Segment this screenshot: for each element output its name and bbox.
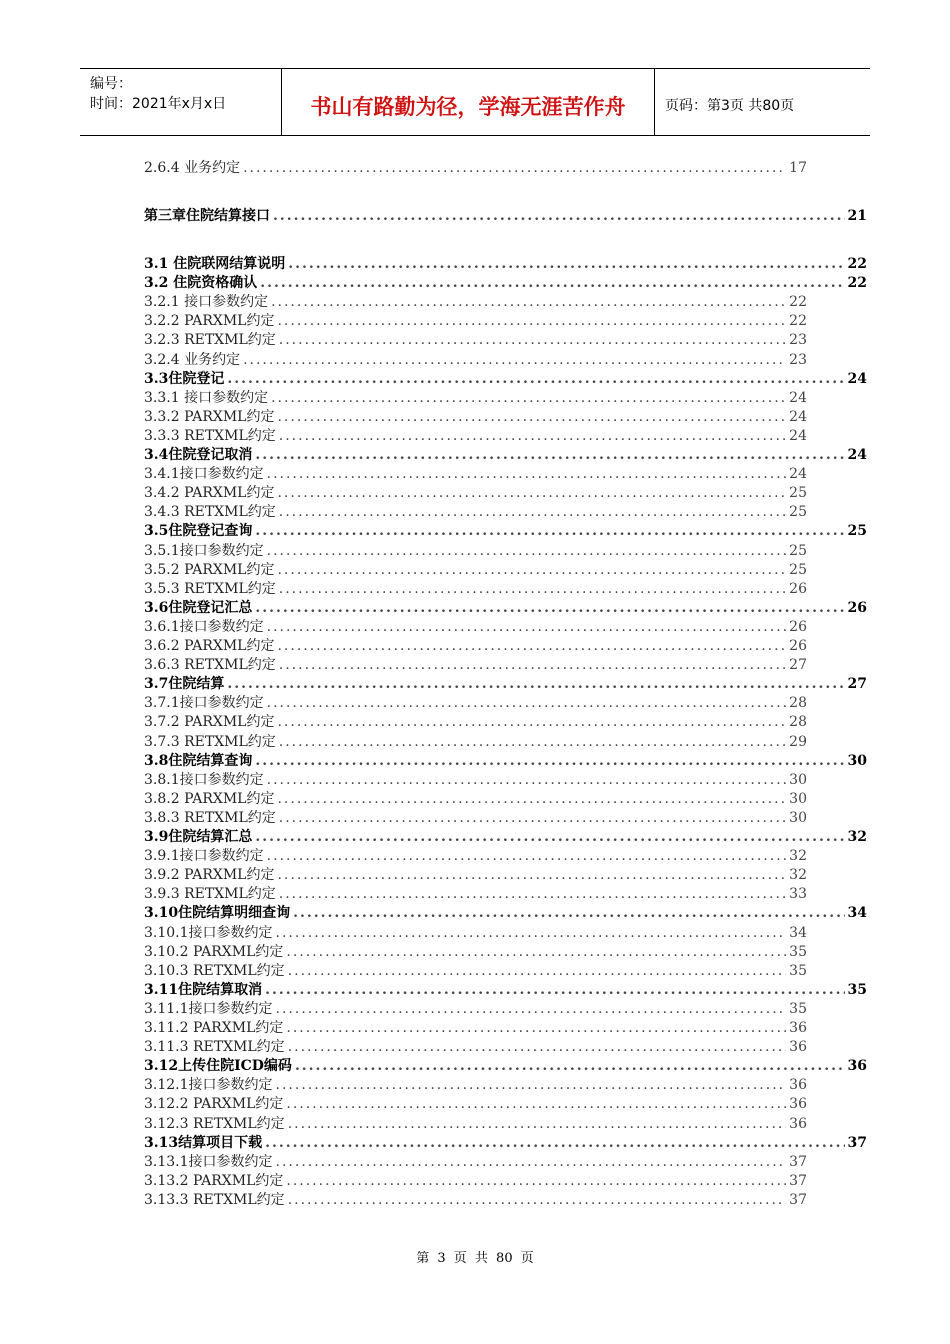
toc-leader-dots <box>277 408 786 427</box>
toc-leader-dots <box>267 618 787 637</box>
toc-entry-title: 3.3.1 接口参数约定 <box>144 389 269 406</box>
toc-entry-page: 32 <box>847 829 867 845</box>
toc-leader-dots <box>227 370 844 389</box>
toc-leader-dots <box>267 542 787 561</box>
toc-entry-page: 37 <box>847 1134 867 1151</box>
toc-entry-page: 32 <box>789 867 807 884</box>
toc-entry-title: 3.6住院登记汇总 <box>144 599 253 616</box>
toc-entry[interactable] <box>144 809 807 828</box>
toc-entry-title: 3.13.1接口参数约定 <box>144 1153 273 1170</box>
toc-leader-dots <box>276 924 787 943</box>
toc-entry[interactable] <box>144 1000 807 1019</box>
toc-leader-dots <box>265 1134 844 1153</box>
toc-entry-page: 30 <box>789 790 807 807</box>
toc-entry-title: 3.5住院登记查询 <box>144 523 253 540</box>
toc-entry-title: 3.10.2 PARXML约定 <box>144 943 284 960</box>
toc-entry-title: 3.6.2 PARXML约定 <box>144 638 275 654</box>
toc-entry-title: 3.11.3 RETXML约定 <box>144 1039 285 1056</box>
toc-entry-page: 23 <box>789 332 807 349</box>
toc-entry-title: 3.8住院结算查询 <box>144 752 253 769</box>
toc-entry[interactable] <box>144 370 867 389</box>
toc-entry[interactable] <box>144 713 807 732</box>
toc-entry-page: 24 <box>847 447 867 463</box>
toc-entry-title: 3.13结算项目下载 <box>144 1134 263 1151</box>
toc-entry[interactable] <box>144 1134 867 1153</box>
doc-number-label: 编号： <box>90 76 132 92</box>
toc-leader-dots <box>255 599 844 618</box>
toc-entry-page: 24 <box>847 370 867 387</box>
toc-leader-dots <box>243 351 786 370</box>
toc-entry[interactable] <box>144 427 807 446</box>
toc-entry-page: 25 <box>789 485 807 502</box>
toc-entry-page: 37 <box>789 1191 807 1208</box>
toc-entry-page: 35 <box>789 1000 807 1017</box>
toc-entry-title: 3.5.1接口参数约定 <box>144 542 264 559</box>
toc-leader-dots <box>243 159 786 178</box>
toc-entry-title: 3.12.2 PARXML约定 <box>144 1096 284 1113</box>
toc-entry[interactable] <box>144 1057 867 1076</box>
toc-leader-dots <box>279 580 786 599</box>
page-footer: 第 3 页 共 80 页 <box>416 1251 534 1266</box>
toc-leader-dots <box>288 1191 786 1210</box>
toc-entry-title: 3.12.3 RETXML约定 <box>144 1115 285 1132</box>
toc-entry-title: 3.6.1接口参数约定 <box>144 618 264 635</box>
toc-entry-title: 3.5.2 PARXML约定 <box>144 561 275 578</box>
toc-entry[interactable] <box>144 522 867 541</box>
toc-entry-page: 26 <box>789 618 807 635</box>
toc-entry-title: 3.4住院登记取消 <box>144 447 253 463</box>
toc-entry-page: 34 <box>789 924 807 941</box>
toc-entry[interactable] <box>144 561 807 580</box>
toc-entry-title: 3.3.3 RETXML约定 <box>144 427 276 444</box>
toc-leader-dots <box>265 981 844 1000</box>
page-header <box>80 68 870 136</box>
toc-leader-dots <box>277 713 786 732</box>
toc-entry-page: 37 <box>789 1153 807 1170</box>
toc-leader-dots <box>277 561 786 580</box>
toc-entry-title: 3.12.1接口参数约定 <box>144 1077 273 1094</box>
toc-entry[interactable] <box>144 465 807 484</box>
toc-entry-page: 22 <box>847 256 867 272</box>
toc-entry[interactable] <box>144 1115 807 1134</box>
toc-leader-dots <box>295 1057 845 1076</box>
toc-entry-title: 3.4.1接口参数约定 <box>144 466 264 483</box>
toc-entry[interactable] <box>144 924 807 943</box>
toc-entry-page: 23 <box>789 351 807 368</box>
toc-entry-page: 25 <box>789 542 807 559</box>
toc-entry-page: 30 <box>789 771 807 788</box>
toc-leader-dots <box>267 694 787 713</box>
toc-entry-page: 36 <box>789 1020 807 1036</box>
toc-leader-dots <box>260 274 844 293</box>
toc-leader-dots <box>279 733 786 752</box>
toc-entry-page: 34 <box>847 905 867 922</box>
toc-entry-title: 3.7住院结算 <box>144 676 225 693</box>
toc-entry-title: 3.2.1 接口参数约定 <box>144 294 269 311</box>
toc-entry[interactable] <box>144 771 807 790</box>
toc-entry[interactable] <box>144 656 807 675</box>
toc-entry-page: 21 <box>847 208 867 224</box>
toc-entry[interactable] <box>144 962 807 981</box>
toc-entry-page: 25 <box>789 504 807 521</box>
toc-entry-page: 36 <box>789 1039 807 1056</box>
toc-leader-dots <box>286 943 786 962</box>
toc-entry-page: 24 <box>789 408 807 425</box>
toc-leader-dots <box>286 1172 786 1191</box>
toc-entry[interactable] <box>144 1076 807 1095</box>
toc-entry-page: 35 <box>789 962 807 979</box>
toc-leader-dots <box>276 1153 787 1172</box>
toc-entry[interactable] <box>144 408 807 427</box>
toc-entry[interactable] <box>144 828 867 847</box>
toc-entry-title: 2.6.4 业务约定 <box>144 160 241 176</box>
toc-entry[interactable] <box>144 694 807 713</box>
toc-leader-dots <box>288 255 844 274</box>
toc-leader-dots <box>277 637 786 656</box>
toc-leader-dots <box>273 207 845 226</box>
toc-entry-title: 3.8.1接口参数约定 <box>144 771 264 788</box>
toc-leader-dots <box>276 1000 787 1019</box>
toc-entry[interactable] <box>144 847 807 866</box>
toc-entry[interactable] <box>144 733 807 752</box>
toc-leader-dots <box>267 465 787 484</box>
header-motto-cell <box>282 69 655 135</box>
toc-entry[interactable] <box>144 866 807 885</box>
toc-entry-page: 28 <box>789 714 807 731</box>
toc-entry-title: 3.4.2 PARXML约定 <box>144 485 275 502</box>
toc-entry-page: 24 <box>789 389 807 406</box>
toc-entry[interactable] <box>144 981 867 1000</box>
toc-entry[interactable] <box>144 484 807 503</box>
toc-entry[interactable] <box>144 1172 807 1191</box>
toc-entry[interactable] <box>144 255 867 274</box>
toc-leader-dots <box>288 1115 786 1134</box>
toc-entry[interactable] <box>144 599 867 618</box>
toc-entry[interactable] <box>144 943 807 962</box>
toc-entry-title: 3.11.2 PARXML约定 <box>144 1020 284 1036</box>
toc-entry-title: 3.7.3 RETXML约定 <box>144 733 276 750</box>
toc-entry-title: 3.5.3 RETXML约定 <box>144 580 276 597</box>
toc-entry[interactable] <box>144 293 807 312</box>
toc-entry-title: 3.6.3 RETXML约定 <box>144 657 276 674</box>
toc-entry-title: 3.10住院结算明细查询 <box>144 905 291 922</box>
toc-entry-title: 3.2 住院资格确认 <box>144 275 258 292</box>
toc-leader-dots <box>279 331 786 350</box>
toc-entry-page: 36 <box>847 1058 867 1075</box>
toc-entry-page: 35 <box>847 981 867 998</box>
toc-entry[interactable] <box>144 885 807 904</box>
toc-entry-title: 3.3.2 PARXML约定 <box>144 408 275 425</box>
header-page-info: 页码：第3页 共80页 <box>665 98 795 114</box>
toc-entry[interactable] <box>144 904 867 923</box>
toc-entry-title: 3.2.2 PARXML约定 <box>144 313 275 330</box>
toc-leader-dots <box>288 962 786 981</box>
toc-entry-page: 36 <box>789 1077 807 1094</box>
toc-entry-page: 26 <box>789 638 807 654</box>
toc-entry-page: 25 <box>789 561 807 578</box>
toc-leader-dots <box>271 389 786 408</box>
toc-entry-page: 28 <box>789 695 807 712</box>
toc-leader-dots <box>227 675 844 694</box>
toc-entry-title: 3.9.2 PARXML约定 <box>144 867 275 884</box>
toc-entry-title: 3.9住院结算汇总 <box>144 829 253 845</box>
doc-time-label: 时间：2021年x月x日 <box>90 96 227 112</box>
toc-entry-title: 3.2.4 业务约定 <box>144 351 241 368</box>
header-meta-cell <box>80 69 282 135</box>
toc-entry-page: 32 <box>789 848 807 865</box>
toc-leader-dots <box>255 828 844 847</box>
toc-leader-dots <box>277 484 786 503</box>
toc-entry-page: 35 <box>789 943 807 960</box>
toc-entry[interactable] <box>144 207 867 226</box>
toc-entry-page: 33 <box>789 886 807 903</box>
toc-entry-page: 26 <box>847 599 867 616</box>
toc-leader-dots <box>288 1038 786 1057</box>
toc-leader-dots <box>277 312 786 331</box>
toc-entry-page: 30 <box>847 752 867 769</box>
toc-entry[interactable] <box>144 274 867 293</box>
toc-entry[interactable] <box>144 159 807 178</box>
toc-entry[interactable] <box>144 351 807 370</box>
toc-entry[interactable] <box>144 446 867 465</box>
toc-entry-page: 29 <box>789 733 807 750</box>
toc-entry[interactable] <box>144 675 867 694</box>
toc-entry[interactable] <box>144 580 807 599</box>
toc-entry-page: 30 <box>789 809 807 826</box>
toc-leader-dots <box>279 809 786 828</box>
toc-entry[interactable] <box>144 1153 807 1172</box>
toc-leader-dots <box>277 866 786 885</box>
toc-entry[interactable] <box>144 1095 807 1114</box>
toc-entry-title: 3.10.1接口参数约定 <box>144 924 273 941</box>
toc-entry-page: 24 <box>789 427 807 444</box>
toc-entry-title: 3.1 住院联网结算说明 <box>144 256 286 272</box>
toc-entry-title: 3.7.1接口参数约定 <box>144 695 264 712</box>
toc-leader-dots <box>271 293 786 312</box>
toc-leader-dots <box>267 771 787 790</box>
toc-entry-page: 25 <box>847 523 867 540</box>
toc-leader-dots <box>255 522 844 541</box>
toc-entry-page: 26 <box>789 580 807 597</box>
toc-leader-dots <box>286 1095 786 1114</box>
toc-entry-title: 3.3住院登记 <box>144 370 225 387</box>
toc-entry[interactable] <box>144 790 807 809</box>
toc-entry-page: 27 <box>789 657 807 674</box>
toc-entry-title: 3.13.2 PARXML约定 <box>144 1172 284 1189</box>
toc-leader-dots <box>279 885 786 904</box>
toc-entry[interactable] <box>144 331 807 350</box>
toc-leader-dots <box>267 847 787 866</box>
toc-entry-title: 3.7.2 PARXML约定 <box>144 714 275 731</box>
toc-entry[interactable] <box>144 542 807 561</box>
toc-entry-page: 27 <box>847 676 867 693</box>
toc-leader-dots <box>255 752 844 771</box>
toc-entry[interactable] <box>144 503 807 522</box>
toc-entry-page: 22 <box>847 275 867 292</box>
toc-entry-page: 22 <box>789 313 807 330</box>
toc-entry-title: 3.12上传住院ICD编码 <box>144 1058 292 1075</box>
toc-entry-page: 24 <box>789 466 807 483</box>
toc-entry[interactable] <box>144 618 807 637</box>
toc-entry-title: 3.11住院结算取消 <box>144 981 263 998</box>
toc-entry-page: 37 <box>789 1172 807 1189</box>
toc-leader-dots <box>255 446 844 465</box>
toc-entry-page: 22 <box>789 294 807 311</box>
toc-entry-page: 17 <box>789 160 807 176</box>
toc-entry-title: 3.9.1接口参数约定 <box>144 848 264 865</box>
toc-entry-title: 3.4.3 RETXML约定 <box>144 504 276 521</box>
header-page-cell <box>655 69 870 135</box>
toc-entry[interactable] <box>144 389 807 408</box>
header-motto: 书山有路勤为径，学海无涯苦作舟 <box>310 94 626 119</box>
toc-entry-page: 36 <box>789 1115 807 1132</box>
toc-entry-page: 36 <box>789 1096 807 1113</box>
toc-entry-title: 3.10.3 RETXML约定 <box>144 962 285 979</box>
toc-entry[interactable] <box>144 312 807 331</box>
toc-leader-dots <box>279 503 786 522</box>
toc-entry-title: 3.11.1接口参数约定 <box>144 1000 273 1017</box>
toc-leader-dots <box>277 790 786 809</box>
toc-entry[interactable] <box>144 1038 807 1057</box>
toc-leader-dots <box>293 904 844 923</box>
toc-entry[interactable] <box>144 752 867 771</box>
toc-leader-dots <box>276 1076 787 1095</box>
toc-entry-title: 3.8.2 PARXML约定 <box>144 790 275 807</box>
toc-entry-title: 3.9.3 RETXML约定 <box>144 886 276 903</box>
toc-entry-title: 3.13.3 RETXML约定 <box>144 1191 285 1208</box>
toc-entry[interactable] <box>144 1019 807 1038</box>
toc-entry[interactable] <box>144 1191 807 1210</box>
toc-entry[interactable] <box>144 637 807 656</box>
toc-leader-dots <box>286 1019 786 1038</box>
toc-entry-title: 3.8.3 RETXML约定 <box>144 809 276 826</box>
toc-entry-title: 第三章住院结算接口 <box>144 208 270 224</box>
toc-entry-title: 3.2.3 RETXML约定 <box>144 332 276 349</box>
toc-leader-dots <box>279 427 786 446</box>
toc-leader-dots <box>279 656 786 675</box>
